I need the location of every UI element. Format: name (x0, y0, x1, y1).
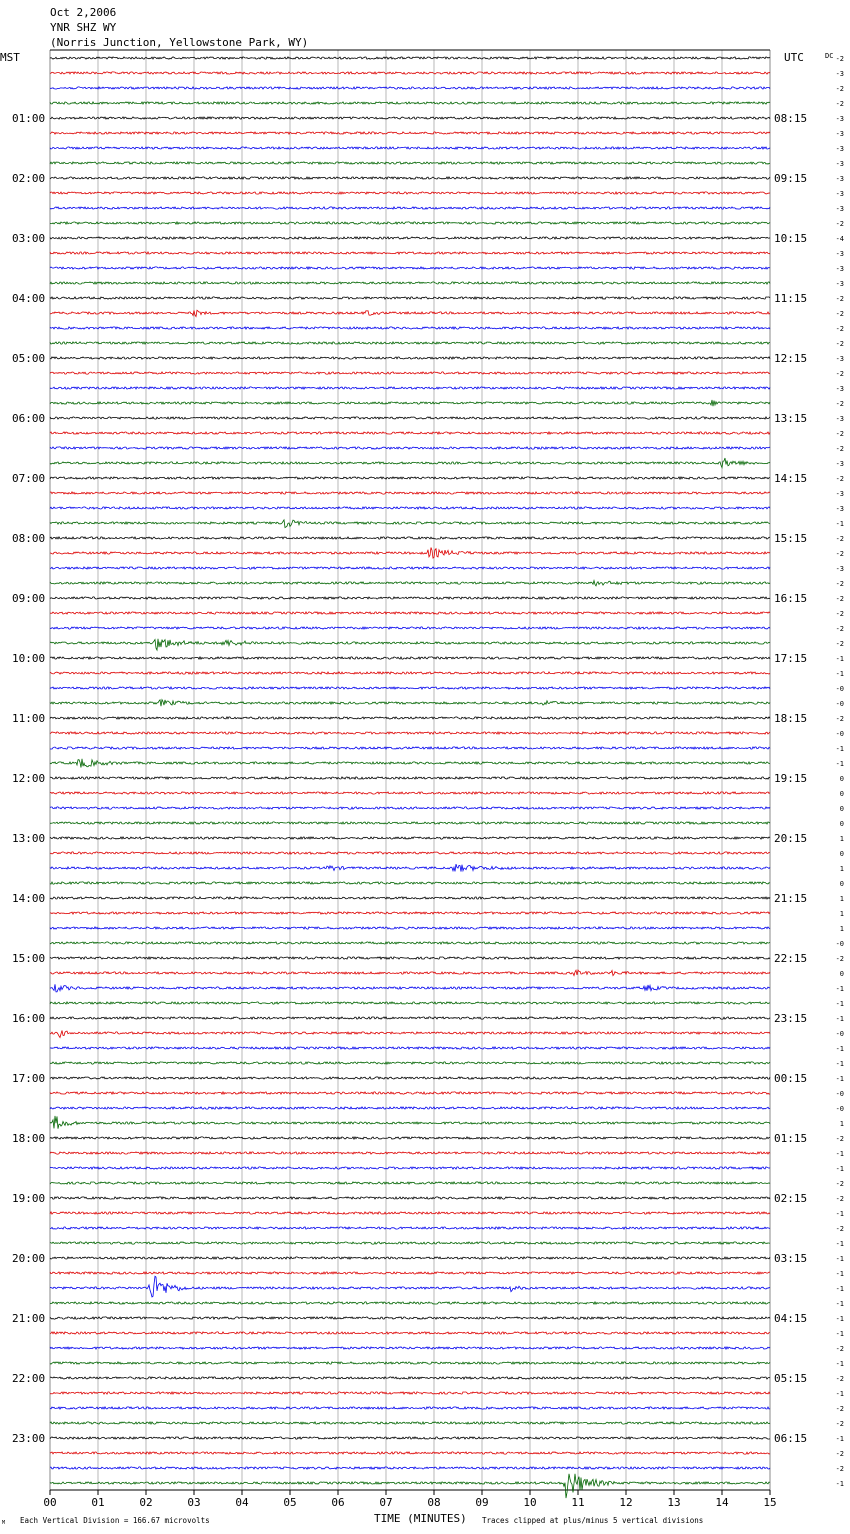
dc-offset-value: -3 (835, 250, 844, 258)
seismic-trace (50, 759, 770, 768)
utc-hour-label: 14:15 (774, 472, 808, 485)
dc-offset-value: -2 (835, 535, 844, 543)
seismic-trace (50, 1017, 770, 1019)
seismic-trace (50, 447, 770, 449)
dc-offset-value: -2 (835, 955, 844, 963)
dc-offset-value: 0 (839, 790, 844, 798)
x-tick-label: 04 (235, 1496, 249, 1509)
dc-offset-value: -2 (835, 610, 844, 618)
seismic-trace (50, 852, 770, 854)
seismic-trace (50, 687, 770, 689)
utc-hour-label: 04:15 (774, 1312, 808, 1325)
utc-hour-label: 03:15 (774, 1252, 808, 1265)
seismic-trace (50, 520, 770, 528)
dc-offset-value: -3 (835, 130, 844, 138)
dc-offset-value: -2 (835, 1225, 844, 1233)
seismic-trace (50, 132, 770, 134)
seismic-trace (50, 1347, 770, 1349)
dc-offset-value: -3 (835, 460, 844, 468)
dc-offset-value: -3 (835, 205, 844, 213)
dc-offset-value: -2 (835, 430, 844, 438)
seismic-trace (50, 1362, 770, 1364)
mst-hour-label: 11:00 (12, 712, 46, 725)
seismic-trace (50, 222, 770, 224)
dc-offset-value: -1 (835, 1300, 844, 1308)
seismic-trace (50, 1422, 770, 1424)
dc-offset-value: -2 (835, 400, 844, 408)
seismic-trace (50, 700, 770, 707)
seismic-trace (50, 970, 770, 976)
utc-hour-label: 01:15 (774, 1132, 808, 1145)
dc-offset-value: -2 (835, 325, 844, 333)
seismic-trace (50, 807, 770, 809)
dc-offset-value: 1 (839, 1120, 844, 1128)
seismic-trace (50, 581, 770, 586)
dc-offset-value: -2 (835, 595, 844, 603)
dc-offset-value: -2 (835, 1405, 844, 1413)
dc-offset-value: -2 (835, 580, 844, 588)
x-tick-label: 03 (187, 1496, 201, 1509)
x-tick-label: 08 (427, 1496, 441, 1509)
mst-hour-label: 02:00 (12, 172, 46, 185)
dc-offset-value: -0 (835, 940, 844, 948)
dc-offset-value: -3 (835, 280, 844, 288)
dc-offset-value: -3 (835, 490, 844, 498)
seismic-trace (50, 1227, 770, 1229)
utc-hour-label: 13:15 (774, 412, 808, 425)
utc-hour-label: 23:15 (774, 1012, 808, 1025)
dc-offset-value: -2 (835, 1375, 844, 1383)
seismic-trace (50, 1031, 770, 1038)
seismic-trace (50, 1407, 770, 1409)
seismic-trace (50, 327, 770, 329)
dc-offset-value: -3 (835, 175, 844, 183)
mst-hour-label: 06:00 (12, 412, 46, 425)
dc-offset-value: -1 (835, 1390, 844, 1398)
seismic-trace (50, 192, 770, 194)
seismic-trace (50, 747, 770, 749)
x-tick-label: 07 (379, 1496, 393, 1509)
dc-offset-value: -1 (835, 670, 844, 678)
utc-hour-label: 17:15 (774, 652, 808, 665)
utc-hour-label: 15:15 (774, 532, 808, 545)
dc-offset-value: -1 (835, 1150, 844, 1158)
station-label: YNR SHZ WY (50, 21, 117, 34)
seismic-trace (50, 310, 770, 316)
dc-offset-value: -2 (835, 1465, 844, 1473)
seismic-trace (50, 417, 770, 419)
seismic-trace (50, 267, 770, 269)
mst-hour-label: 05:00 (12, 352, 46, 365)
dc-offset-value: -1 (835, 985, 844, 993)
utc-hour-label: 08:15 (774, 112, 808, 125)
dc-offset-value: -2 (835, 100, 844, 108)
seismic-trace (50, 1092, 770, 1094)
dc-offset-value: -1 (835, 1360, 844, 1368)
dc-offset-value: -2 (835, 310, 844, 318)
seismic-trace (50, 597, 770, 599)
dc-offset-value: 0 (839, 820, 844, 828)
seismic-trace (50, 1107, 770, 1109)
x-tick-label: 09 (475, 1496, 489, 1509)
seismic-trace (50, 912, 770, 914)
dc-offset-value: -2 (835, 1345, 844, 1353)
mst-hour-label: 10:00 (12, 652, 46, 665)
seismic-trace (50, 548, 770, 559)
dc-offset-value: 0 (839, 880, 844, 888)
seismic-trace (50, 822, 770, 824)
mst-hour-label: 07:00 (12, 472, 46, 485)
x-tick-label: 05 (283, 1496, 297, 1509)
seismic-trace (50, 717, 770, 719)
dc-offset-value: -2 (835, 370, 844, 378)
seismic-trace (50, 1077, 770, 1079)
seismic-trace (50, 792, 770, 794)
dc-offset-value: -1 (835, 1270, 844, 1278)
seismic-trace (50, 1302, 770, 1304)
dc-offset-value: -1 (835, 1165, 844, 1173)
dc-offset-value: -1 (835, 1255, 844, 1263)
seismic-trace (50, 984, 770, 992)
dc-offset-value: -3 (835, 265, 844, 273)
seismic-trace (50, 864, 770, 872)
dc-offset-value: -2 (835, 1135, 844, 1143)
mst-hour-label: 15:00 (12, 952, 46, 965)
dc-offset-value: -3 (835, 160, 844, 168)
seismic-trace (50, 837, 770, 839)
seismic-trace (50, 537, 770, 539)
seismic-trace (50, 87, 770, 89)
dc-offset-value: -3 (835, 70, 844, 78)
utc-hour-label: 12:15 (774, 352, 808, 365)
seismic-trace (50, 492, 770, 494)
utc-hour-label: 00:15 (774, 1072, 808, 1085)
dc-offset-value: -2 (835, 715, 844, 723)
utc-hour-label: 05:15 (774, 1372, 808, 1385)
dc-offset-value: -3 (835, 385, 844, 393)
mst-hour-label: 19:00 (12, 1192, 46, 1205)
seismic-trace (50, 732, 770, 734)
seismic-trace (50, 612, 770, 614)
seismic-trace (50, 207, 770, 209)
dc-offset-value: -0 (835, 685, 844, 693)
x-tick-label: 10 (523, 1496, 537, 1509)
date-label: Oct 2,2006 (50, 6, 117, 19)
dc-offset-value: -1 (835, 1015, 844, 1023)
x-tick-label: 12 (619, 1496, 633, 1509)
seismic-trace (50, 357, 770, 359)
utc-hour-label: 02:15 (774, 1192, 808, 1205)
dc-offset-value: -3 (835, 190, 844, 198)
dc-offset-value: -1 (835, 1315, 844, 1323)
seismic-trace (50, 1467, 770, 1469)
seismic-trace (50, 882, 770, 884)
seismic-trace (50, 297, 770, 299)
seismic-trace (50, 639, 770, 650)
x-tick-label: 06 (331, 1496, 345, 1509)
mst-hour-label: 21:00 (12, 1312, 46, 1325)
x-tick-label: 01 (91, 1496, 105, 1509)
scale-note: Each Vertical Division = 166.67 microvolts (20, 1516, 210, 1525)
seismic-trace (50, 672, 770, 674)
x-axis-ticks (43, 1490, 776, 1509)
seismic-trace (50, 57, 770, 59)
dc-offset-value: -0 (835, 1090, 844, 1098)
seismic-trace (50, 1257, 770, 1259)
left-timezone-label: MST (0, 51, 20, 64)
dc-offset-value: -0 (835, 700, 844, 708)
mst-hour-label: 22:00 (12, 1372, 46, 1385)
seismic-trace (50, 567, 770, 569)
dc-offset-value: -2 (835, 1450, 844, 1458)
seismic-trace (50, 657, 770, 659)
right-timezone-label: UTC (784, 51, 804, 64)
dc-offset-value: 1 (839, 865, 844, 873)
seismic-trace (50, 117, 770, 119)
utc-hour-label: 10:15 (774, 232, 808, 245)
utc-hour-label: 11:15 (774, 292, 808, 305)
mst-hour-label: 13:00 (12, 832, 46, 845)
seismic-trace (50, 1377, 770, 1379)
seismic-trace (50, 282, 770, 284)
dc-offset-value: 0 (839, 970, 844, 978)
seismic-trace (50, 1152, 770, 1154)
seismic-trace (50, 1047, 770, 1049)
dc-offset-value: -2 (835, 1195, 844, 1203)
mst-hour-label: 16:00 (12, 1012, 46, 1025)
seismic-trace (50, 72, 770, 74)
dc-offset-value: 0 (839, 775, 844, 783)
dc-offset-value: -2 (835, 1420, 844, 1428)
seismic-trace (50, 1452, 770, 1454)
seismic-trace (50, 927, 770, 929)
dc-offset-value: -1 (835, 760, 844, 768)
mst-hour-label: 08:00 (12, 532, 46, 545)
dc-offset-value: -1 (835, 655, 844, 663)
seismic-trace (50, 1116, 770, 1129)
mst-hour-label: 12:00 (12, 772, 46, 785)
dc-offset-value: -2 (835, 85, 844, 93)
seismic-trace (50, 102, 770, 104)
seismic-trace (50, 1276, 770, 1297)
dc-offset-header: DC (825, 52, 834, 60)
seismic-trace (50, 252, 770, 254)
dc-offset-value: -1 (835, 1075, 844, 1083)
x-axis-title: TIME (MINUTES) (374, 1512, 467, 1525)
x-tick-label: 15 (763, 1496, 777, 1509)
dc-offset-value: -2 (835, 640, 844, 648)
seismic-trace (50, 1437, 770, 1439)
seismic-trace (50, 1212, 770, 1214)
utc-hour-labels (774, 112, 807, 1445)
dc-offset-value: -3 (835, 355, 844, 363)
dc-offset-value: -1 (835, 520, 844, 528)
seismic-trace (50, 1332, 770, 1334)
seismic-trace (50, 177, 770, 179)
dc-offset-value: -3 (835, 145, 844, 153)
dc-offset-value: -0 (835, 1105, 844, 1113)
dc-offset-value: -3 (835, 565, 844, 573)
dc-offset-value: -0 (835, 730, 844, 738)
seismic-trace (50, 237, 770, 239)
dc-offset-value: 0 (839, 850, 844, 858)
seismic-trace (50, 1474, 770, 1498)
mst-hour-label: 18:00 (12, 1132, 46, 1145)
dc-offset-value: -1 (835, 1435, 844, 1443)
dc-offset-value: -2 (835, 1180, 844, 1188)
x-tick-label: 14 (715, 1496, 729, 1509)
dc-offset-value: -1 (835, 1210, 844, 1218)
x-tick-label: 02 (139, 1496, 153, 1509)
dc-offset-value: -3 (835, 505, 844, 513)
seismic-trace (50, 1242, 770, 1244)
seismic-trace (50, 627, 770, 629)
mst-hour-label: 23:00 (12, 1432, 46, 1445)
utc-hour-label: 20:15 (774, 832, 808, 845)
dc-offset-value: -2 (835, 220, 844, 228)
seismic-trace (50, 942, 770, 944)
mst-hour-label: 04:00 (12, 292, 46, 305)
seismic-trace (50, 387, 770, 389)
dc-offset-value: -1 (835, 1480, 844, 1488)
utc-hour-label: 09:15 (774, 172, 808, 185)
mst-hour-label: 14:00 (12, 892, 46, 905)
dc-offset-value: -3 (835, 115, 844, 123)
utc-hour-label: 18:15 (774, 712, 808, 725)
utc-hour-label: 16:15 (774, 592, 808, 605)
seismic-trace (50, 400, 770, 406)
utc-hour-label: 06:15 (774, 1432, 808, 1445)
dc-offset-value: -2 (835, 55, 844, 63)
mst-hour-label: 03:00 (12, 232, 46, 245)
clip-note: Traces clipped at plus/minus 5 vertical divisions (482, 1516, 704, 1525)
seismic-trace (50, 477, 770, 479)
seismic-trace (50, 342, 770, 344)
location-label: (Norris Junction, Yellowstone Park, WY) (50, 36, 309, 49)
dc-offset-value: 1 (839, 835, 844, 843)
seismic-trace (50, 1272, 770, 1274)
dc-offset-value: -1 (835, 1240, 844, 1248)
seismic-trace (50, 372, 770, 374)
mst-hour-label: 20:00 (12, 1252, 46, 1265)
dc-offset-value: 0 (839, 805, 844, 813)
dc-offset-value: -1 (835, 1000, 844, 1008)
dc-offset-value: -2 (835, 625, 844, 633)
seismic-trace (50, 1062, 770, 1064)
dc-offset-value: -1 (835, 1045, 844, 1053)
x-tick-label: 11 (571, 1496, 585, 1509)
seismic-trace (50, 162, 770, 164)
x-tick-label: 13 (667, 1496, 681, 1509)
utc-hour-label: 19:15 (774, 772, 808, 785)
dc-offset-value: -1 (835, 1285, 844, 1293)
dc-offset-value: 1 (839, 895, 844, 903)
seismic-trace (50, 1317, 770, 1319)
dc-offset-value: 1 (839, 910, 844, 918)
seismic-trace (50, 1167, 770, 1169)
mst-hour-label: 09:00 (12, 592, 46, 605)
seismic-trace (50, 957, 770, 959)
utc-hour-label: 21:15 (774, 892, 808, 905)
seismic-trace (50, 432, 770, 434)
seismic-traces (50, 57, 770, 1498)
seismic-trace (50, 147, 770, 149)
corner-mark: M (2, 1520, 6, 1526)
dc-offset-value: -2 (835, 475, 844, 483)
dc-offset-value: -0 (835, 1030, 844, 1038)
dc-offset-value: -4 (835, 235, 844, 243)
seismic-trace (50, 777, 770, 779)
dc-offset-value: -2 (835, 295, 844, 303)
dc-offset-value: -1 (835, 745, 844, 753)
dc-offset-value: -1 (835, 1330, 844, 1338)
mst-hour-label: 17:00 (12, 1072, 46, 1085)
dc-offset-value: 1 (839, 925, 844, 933)
seismic-trace (50, 1002, 770, 1004)
seismic-trace (50, 458, 770, 468)
seismic-trace (50, 1137, 770, 1139)
dc-offset-labels (836, 55, 844, 1488)
seismic-trace (50, 897, 770, 899)
mst-hour-label: 01:00 (12, 112, 46, 125)
utc-hour-label: 22:15 (774, 952, 808, 965)
seismic-trace (50, 1392, 770, 1394)
dc-offset-value: -2 (835, 445, 844, 453)
dc-offset-value: -2 (835, 550, 844, 558)
seismic-trace (50, 507, 770, 509)
dc-offset-value: -1 (835, 1060, 844, 1068)
mst-hour-labels (12, 112, 45, 1445)
dc-offset-value: -3 (835, 415, 844, 423)
dc-offset-value: -2 (835, 340, 844, 348)
seismic-trace (50, 1197, 770, 1199)
seismic-trace (50, 1182, 770, 1184)
x-tick-label: 00 (43, 1496, 57, 1509)
